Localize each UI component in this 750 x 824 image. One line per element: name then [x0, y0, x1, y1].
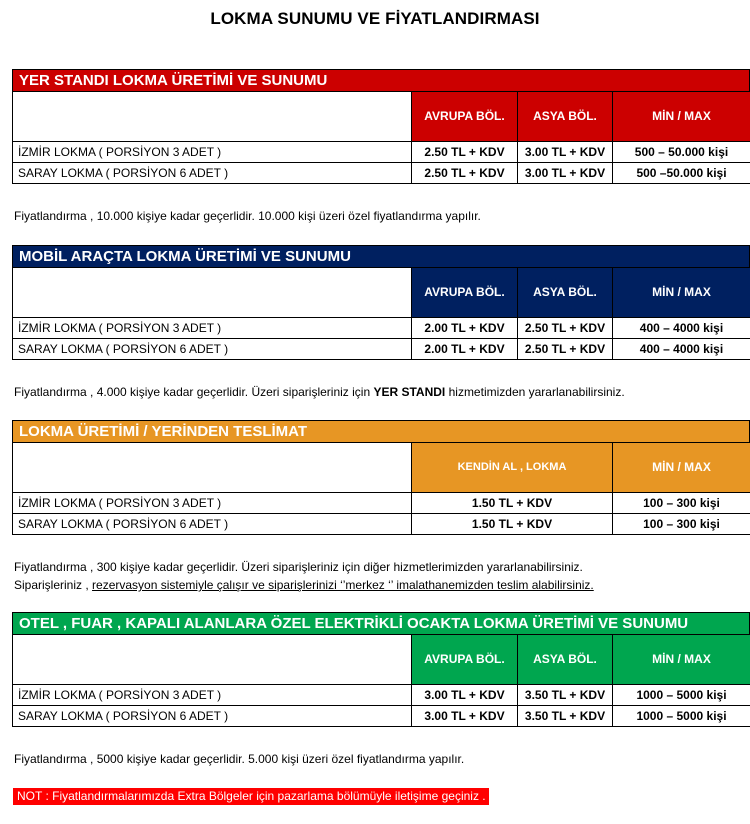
column-header: AVRUPA BÖL. — [412, 635, 518, 684]
price-cell: 3.00 TL + KDV — [518, 141, 613, 162]
product-name: İZMİR LOKMA ( PORSİYON 3 ADET ) — [13, 684, 412, 705]
table-header-row — [13, 443, 750, 492]
table-header-row — [13, 635, 750, 684]
price-cell: 2.50 TL + KDV — [412, 162, 518, 183]
section-header: OTEL , FUAR , KAPALI ALANLARA ÖZEL ELEKTRİKLİ OCAKTA LOKMA ÜRETİMİ VE SUNUMU — [12, 612, 750, 635]
column-header: ASYA BÖL. — [518, 268, 613, 317]
capacity-cell: 100 – 300 kişi — [613, 513, 750, 534]
table-row — [13, 492, 750, 513]
capacity-cell: 100 – 300 kişi — [613, 492, 750, 513]
column-header: ASYA BÖL. — [518, 635, 613, 684]
column-header: AVRUPA BÖL. — [412, 268, 518, 317]
column-header: ASYA BÖL. — [518, 92, 613, 141]
price-cell: 2.50 TL + KDV — [518, 317, 613, 338]
price-cell: 1.50 TL + KDV — [412, 513, 613, 534]
price-cell: 2.50 TL + KDV — [518, 338, 613, 359]
product-name: SARAY LOKMA ( PORSİYON 6 ADET ) — [13, 705, 412, 726]
section-mobil-arac — [12, 245, 750, 360]
price-table — [12, 268, 750, 360]
product-name: SARAY LOKMA ( PORSİYON 6 ADET ) — [13, 338, 412, 359]
column-header: MİN / MAX — [613, 443, 750, 492]
capacity-cell: 400 – 4000 kişi — [613, 317, 750, 338]
product-name: İZMİR LOKMA ( PORSİYON 3 ADET ) — [13, 141, 412, 162]
capacity-cell: 1000 – 5000 kişi — [613, 684, 750, 705]
page-title: LOKMA SUNUMU VE FİYATLANDIRMASI — [210, 9, 540, 28]
empty-cell — [13, 268, 412, 317]
price-cell: 3.50 TL + KDV — [518, 684, 613, 705]
column-header: AVRUPA BÖL. — [412, 92, 518, 141]
section-header: LOKMA ÜRETİMİ / YERİNDEN TESLİMAT — [12, 420, 750, 443]
price-cell: 1.50 TL + KDV — [412, 492, 613, 513]
table-row — [13, 317, 750, 338]
capacity-cell: 1000 – 5000 kişi — [613, 705, 750, 726]
price-cell: 3.00 TL + KDV — [518, 162, 613, 183]
pricing-note-line2 — [14, 576, 594, 594]
price-cell: 3.00 TL + KDV — [412, 684, 518, 705]
section-elektrikli-ocak — [12, 612, 750, 727]
section-header: YER STANDI LOKMA ÜRETİMİ VE SUNUMU — [12, 69, 750, 92]
section-yerinden-teslimat — [12, 420, 750, 535]
empty-cell — [13, 92, 412, 141]
table-row — [13, 338, 750, 359]
price-table — [12, 92, 750, 184]
column-header: MİN / MAX — [613, 635, 750, 684]
product-name: İZMİR LOKMA ( PORSİYON 3 ADET ) — [13, 317, 412, 338]
price-table — [12, 443, 750, 535]
price-cell: 2.50 TL + KDV — [412, 141, 518, 162]
extra-region-notice: NOT : Fiyatlandırmalarımızda Extra Bölgeler için pazarlama bölümüyle iletişime geçiniz . — [13, 788, 489, 805]
pricing-note: Fiyatlandırma , 10.000 kişiye kadar geçerlidir. 10.000 kişi üzeri özel fiyatlandırma yapılır. — [14, 209, 481, 223]
table-row — [13, 141, 750, 162]
empty-cell — [13, 443, 412, 492]
capacity-cell: 500 –50.000 kişi — [613, 162, 750, 183]
price-cell: 3.50 TL + KDV — [518, 705, 613, 726]
note-text: Fiyatlandırma , 4.000 kişiye kadar geçerlidir. Üzeri siparişleriniz için — [14, 385, 374, 399]
note-bold-text: YER STANDI — [373, 385, 446, 399]
section-yer-standi — [12, 69, 750, 184]
pricing-note: Fiyatlandırma , 300 kişiye kadar geçerlidir. Üzeri siparişleriniz için diğer hizmetlerimizden yararlanabilirsiniz. — [14, 560, 583, 574]
section-header: MOBİL ARAÇTA LOKMA ÜRETİMİ VE SUNUMU — [12, 245, 750, 268]
column-header: MİN / MAX — [613, 92, 750, 141]
capacity-cell: 400 – 4000 kişi — [613, 338, 750, 359]
note-text: hizmetimizden yararlanabilirsiniz. — [445, 385, 625, 399]
price-cell: 2.00 TL + KDV — [412, 317, 518, 338]
capacity-cell: 500 – 50.000 kişi — [613, 141, 750, 162]
note-underlined-text: rezervasyon sistemiyle çalışır ve siparişlerinizi ‘’merkez ‘’ imalathanemizden teslim alabilirsiniz. — [92, 578, 594, 592]
table-row — [13, 705, 750, 726]
table-row — [13, 162, 750, 183]
price-cell: 3.00 TL + KDV — [412, 705, 518, 726]
table-row — [13, 684, 750, 705]
pricing-note: Fiyatlandırma , 5000 kişiye kadar geçerlidir. 5.000 kişi üzeri özel fiyatlandırma yapılır. — [14, 752, 465, 766]
note-text: Siparişleriniz , — [14, 578, 93, 592]
table-header-row — [13, 92, 750, 141]
product-name: SARAY LOKMA ( PORSİYON 6 ADET ) — [13, 513, 412, 534]
table-header-row — [13, 268, 750, 317]
price-cell: 2.00 TL + KDV — [412, 338, 518, 359]
table-row — [13, 513, 750, 534]
empty-cell — [13, 635, 412, 684]
price-table — [12, 635, 750, 727]
product-name: SARAY LOKMA ( PORSİYON 6 ADET ) — [13, 162, 412, 183]
product-name: İZMİR LOKMA ( PORSİYON 3 ADET ) — [13, 492, 412, 513]
pricing-note — [14, 383, 625, 401]
column-header: KENDİN AL , LOKMA — [412, 443, 613, 492]
column-header: MİN / MAX — [613, 268, 750, 317]
